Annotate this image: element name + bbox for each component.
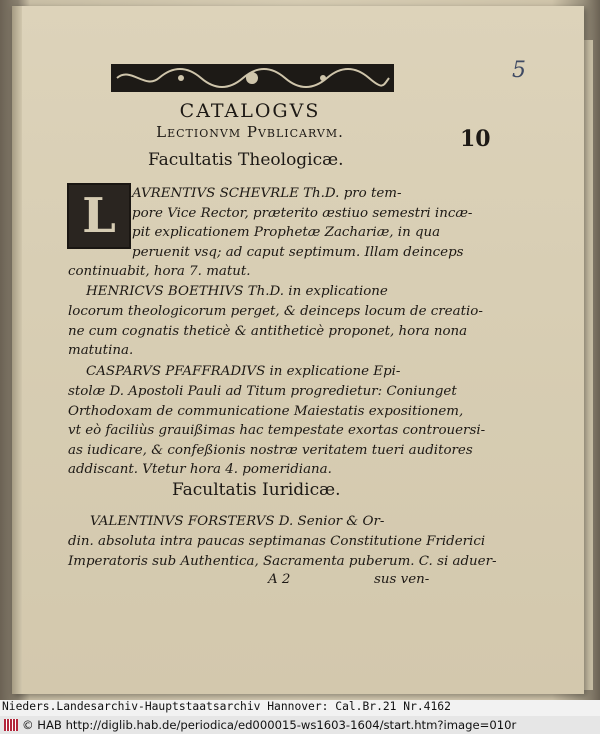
paragraph-boethius-cont: [68, 302, 483, 361]
text-line: VALENTINVS FORSTERVS D. Senior & Or-: [90, 514, 385, 529]
ornamental-headpiece: [111, 64, 394, 92]
pencil-folio-mark: 5: [512, 58, 526, 83]
paragraph-scheurle-end: [68, 262, 428, 282]
drop-cap: [67, 183, 131, 249]
hab-caption-bar: [0, 716, 600, 734]
text-line: ne cum cognatis theticè & antitheticè proponet, hora nona: [68, 323, 468, 339]
archive-caption: Nieders.Landesarchiv-Hauptstaatsarchiv Hannover: Cal.Br.21 Nr.4162: [0, 700, 600, 716]
text-line: peruenit vsq; ad caput septimum. Illam deinceps: [132, 244, 464, 260]
hab-url-text: © HAB http://diglib.hab.de/periodica/ed000015-ws1603-1604/start.htm?image=010r: [22, 718, 517, 732]
signature-mark: A 2: [268, 572, 291, 587]
paragraph-boethius: [86, 282, 430, 302]
text-line: as iudicare, & confeßionis nostræ veritatem tueri auditores: [68, 442, 473, 458]
section-heading-law: Facultatis Iuridicæ.: [172, 480, 341, 500]
text-line: AVRENTIVS SCHEVRLE Th.D. pro tem-: [132, 186, 402, 201]
text-line: HENRICVS BOETHIVS Th.D. in explicatione: [86, 284, 388, 299]
hab-logo-icon: [4, 719, 18, 731]
text-line: matutina.: [68, 343, 134, 359]
paragraph-pfaffradius: [86, 362, 430, 382]
text-line: Imperatoris sub Authentica, Sacramenta puberum. C. si aduer-: [68, 553, 497, 569]
text-line: locorum theologicorum perget, & deinceps locum de creatio-: [68, 304, 483, 319]
text-line: stolæ D. Apostoli Pauli ad Titum progredietur: Coniunget: [68, 384, 457, 399]
text-line: din. absoluta intra paucas septimanas Constitutione Friderici: [68, 534, 486, 549]
paragraph-scheurle: [132, 184, 473, 262]
page-subtitle: Lectionvm Pvblicarvm.: [156, 123, 344, 141]
paragraph-forsterus-cont: [68, 532, 497, 571]
paragraph-forsterus: [90, 512, 430, 532]
text-line: pit explicationem Prophetæ Zachariæ, in qua: [132, 225, 441, 241]
text-line: continuabit, hora 7. matut.: [68, 264, 251, 279]
page-title: CATALOGVS: [179, 100, 321, 122]
text-line: addiscant. Vtetur hora 4. pomeridiana.: [68, 462, 332, 478]
text-line: pore Vice Rector, præterito æstiuo semestri incæ-: [132, 205, 473, 221]
paragraph-pfaffradius-cont: [68, 382, 486, 480]
text-line: vt eò faciliùs grauißimas hac tempestate exortas controuersi-: [68, 423, 486, 439]
page-number: 10: [460, 126, 491, 152]
drop-cap-letter: L: [82, 188, 116, 244]
section-heading-theology: Facultatis Theologicæ.: [148, 150, 344, 170]
page-binding-edge: [12, 6, 22, 694]
text-line: Orthodoxam de communicatione Maiestatis expositionem,: [68, 403, 464, 419]
catchword: sus ven-: [374, 572, 430, 587]
text-line: CASPARVS PFAFFRADIVS in explicatione Epi-: [86, 364, 401, 379]
